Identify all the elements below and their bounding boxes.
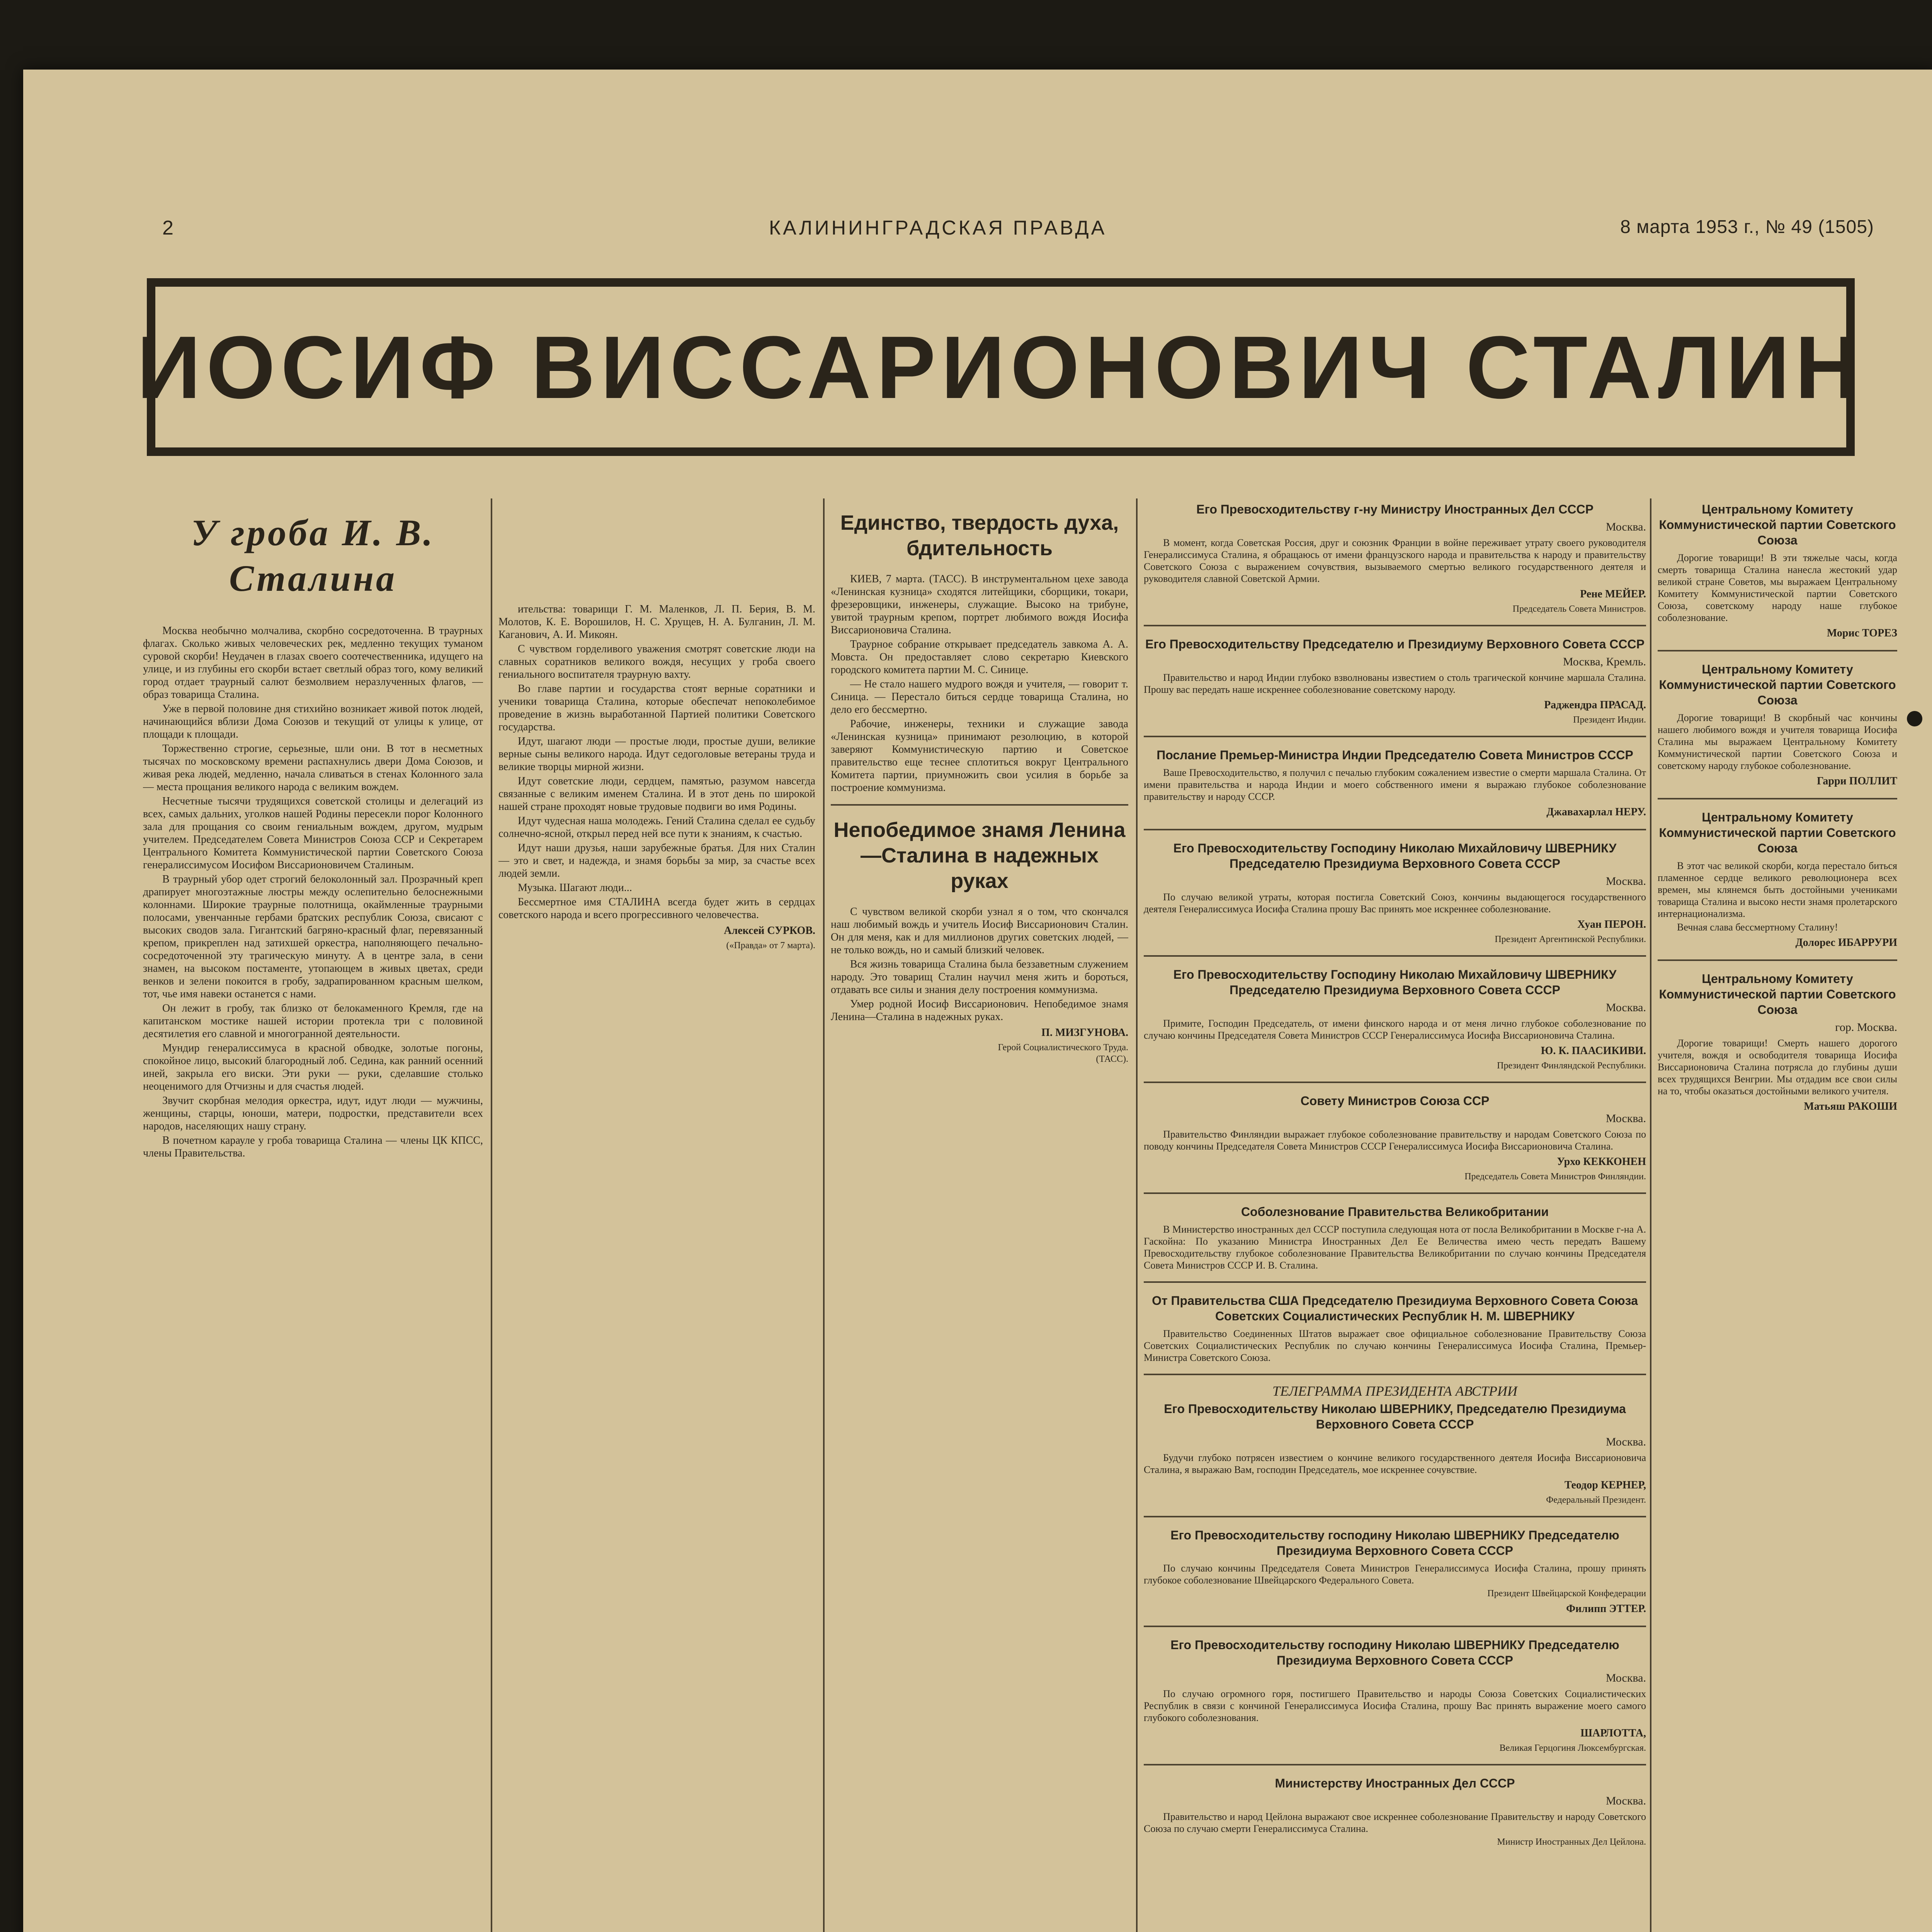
signature: Рене МЕЙЕР. <box>1580 588 1646 600</box>
telegram-heading: Центральному Комитету Коммунистической партии Советского Союза <box>1659 972 1896 1017</box>
telegram <box>1144 747 1646 819</box>
telegram-heading: Центральному Комитету Коммунистической партии Советского Союза <box>1659 502 1896 547</box>
article-paragraph: Рабочие, инженеры, техники и служащие завода «Ленинская кузница» принимают резолюцию, в которой заверяют Коммунистическую партию и Советское правительство еще теснее сплотиться вокруг Центрального Комитета партии, приумножить свои усилия в борьбе за построение коммунизма. <box>831 718 1128 794</box>
signature: Гарри ПОЛЛИТ <box>1817 775 1897 787</box>
article-paragraph: Несчетные тысячи трудящихся советской столицы и делегаций из всех, самых дальних, уголков нашей Родины пересекли порог Колонного зала для прощания со своим гениальным вождем, другом, мудрым учителем. Председателем Совета Министров Союза ССР и Секретарем Центрального Комитета Коммунистической партии Советского Союза генералиссимусом Иосифом Виссарионовичем Сталиным. <box>143 795 483 871</box>
telegram-text: Вечная слава бессмертному Сталину! <box>1677 922 1838 933</box>
article-paragraph: Умер родной Иосиф Виссарионович. Непобедимое знамя Ленина—Сталина в надежных руках. <box>831 998 1128 1023</box>
telegram-text: Правительство и народ Цейлона выражают свое искреннее соболезнование Правительству и народу Советского Союза по случаю смерти Генералиссимуса Сталина. <box>1144 1811 1646 1834</box>
section-divider <box>1658 650 1897 651</box>
article-paragraph: Идут советские люди, сердцем, памятью, разумом навсегда связанные с великим именем Сталина. И в этот день по широкой нашей стране проходят новые трудовые подвиги во имя Родины. <box>498 775 815 813</box>
article-title-coffin: У гроба И. В. Сталина <box>191 512 435 599</box>
article-paragraph: В почетном карауле у гроба товарища Сталина — члены ЦК КПСС, члены Правительства. <box>143 1134 483 1159</box>
telegram-place: Москва. <box>1605 1672 1646 1684</box>
section-divider <box>1144 1626 1646 1627</box>
article-paragraph: Он лежит в гробу, так близко от белокаменного Кремля, где на капитанском мостике нашей истории протекла три с половиной десятилетия его славной и многогранной деятельности. <box>143 1002 483 1040</box>
telegram <box>1144 1385 1646 1506</box>
telegram-place: Москва, Кремль. <box>1563 655 1646 668</box>
telegram-heading: ТЕЛЕГРАММА ПРЕЗИДЕНТА АВСТРИИ <box>1272 1383 1517 1399</box>
telegram-place: Москва. <box>1605 875 1646 888</box>
signature: Алексей СУРКОВ. <box>724 925 815 937</box>
telegram-heading: Его Превосходительству Господину Николаю Михайловичу ШВЕРНИКУ Председателю Президиума Верховного Совета СССР <box>1173 841 1617 871</box>
column-2 <box>498 603 815 1932</box>
signature: Морис ТОРЕЗ <box>1827 627 1897 639</box>
article-paragraph: Музыка. Шагают люди... <box>518 882 632 894</box>
article-paragraph: Уже в первой половине дня стихийно возникает живой поток людей, начинающийся вблизи Дома Союзов и текущий от улицы к улице, от площади к площади. <box>143 703 483 740</box>
source-note: (ТАСС). <box>1096 1054 1128 1064</box>
telegram-heading: Послание Премьер-Министра Индии Председателю Совета Министров СССР <box>1156 748 1633 762</box>
article-paragraph: С чувством горделивого уважения смотрят советские люди на славных соратников великого вождя, несущих у гроба своего гениального воспитателя траурную вахту. <box>498 643 815 680</box>
signature: Ю. К. ПААСИКИВИ. <box>1541 1045 1646 1057</box>
signature-role: Председатель Совета Министров Финляндии. <box>1464 1172 1646 1182</box>
section-divider <box>1144 955 1646 957</box>
telegram-text: Примите, Господин Председатель, от имени финского народа и от меня лично глубокое соболезнование по случаю кончины Председателя Совета Министров СССР Генералиссимуса Иосифа Виссарионовича Сталина. <box>1144 1018 1646 1041</box>
article-paragraph: Идут наши друзья, наши зарубежные братья. Для них Сталин — это и свет, и надежда, и знамя борьбы за мир, за счастье всех людей земли. <box>498 842 815 879</box>
column-rule <box>491 498 492 1932</box>
signature-role: Президент Швейцарской Конфедерации <box>1487 1588 1646 1599</box>
column-4-telegrams <box>1144 498 1646 1932</box>
banner-frame <box>137 278 1865 456</box>
issue-date: 8 марта 1953 г., № 49 (1505) <box>1620 217 1874 237</box>
signature-role: Председатель Совета Министров. <box>1512 604 1646 614</box>
telegram-heading: Совету Министров Союза ССР <box>1300 1094 1490 1108</box>
article-paragraph: Идут чудесная наша молодежь. Гений Сталина сделал ее судьбу солнечно-ясной, открыл перед ней все пути к знаниям, к счастью. <box>498 815 815 840</box>
banner-title: ИОСИФ ВИССАРИОНОВИЧ СТАЛИН <box>137 317 1865 417</box>
signature: Филипп ЭТТЕР. <box>1566 1603 1646 1615</box>
article-paragraph: Торжественно строгие, серьезные, шли они. В тот в несметных тысячах по московскому времени распахнулись двери Дома Союзов, и живая река людей, медленно, начала сливаться в стенах Колонного зала — места прощания великого народа с великим вождем. <box>143 743 483 793</box>
section-divider <box>1658 798 1897 799</box>
telegram-heading: Его Превосходительству господину Николаю ШВЕРНИКУ Председателю Президиума Верховного Совета СССР <box>1170 1528 1619 1558</box>
signature: Раджендра ПРАСАД. <box>1544 699 1646 711</box>
binding-hole <box>1907 711 1922 726</box>
telegram <box>1144 1204 1646 1271</box>
signature: Матьяш РАКОШИ <box>1804 1100 1897 1112</box>
telegram <box>1144 967 1646 1071</box>
column-1 <box>143 498 483 1932</box>
telegram-text: Дорогие товарищи! В скорбный час кончины нашего любимого вождя и учителя товарища Иосифа Сталина мы выражаем Центральному Комитету Коммунистической партии Советского Союза и советскому народу глубокое соболезнование. <box>1658 712 1897 771</box>
telegram-text: По случаю кончины Председателя Совета Министров Генералиссимуса Иосифа Сталина, прошу принять глубокое соболезнование Швейцарского Федерального Совета. <box>1144 1563 1646 1586</box>
column-rule <box>823 498 825 1932</box>
telegram <box>1658 810 1897 949</box>
telegram <box>1144 502 1646 615</box>
telegram-place: Москва. <box>1605 1435 1646 1448</box>
telegram-text: По случаю огромного горя, постигшего Правительство и народы Союза Советских Социалистических Республик в связи с кончиной Генералиссимуса Иосифа Сталина, прошу Вас принять выражение моего самого глубокого соболезнования. <box>1144 1688 1646 1723</box>
telegram <box>1658 971 1897 1113</box>
signature: ШАРЛОТТА, <box>1580 1727 1646 1739</box>
telegram-text: Дорогие товарищи! В эти тяжелые часы, когда смерть товарища Сталина нанесла жестокий удар великой стране Советов, мы выражаем Центральному Комитету Коммунистической партии Советского Союза, советскому народу наше глубокое соболезнование. <box>1658 552 1897 623</box>
telegram-heading: От Правительства США Председателю Президиума Верховного Совета Союза Советских Социалистических Республик Н. М. ШВЕРНИКУ <box>1152 1294 1638 1323</box>
telegram <box>1144 1093 1646 1182</box>
telegram-heading: Его Превосходительству г-ну Министру Иностранных Дел СССР <box>1196 502 1594 516</box>
telegram-text: По случаю великой утраты, которая постигла Советский Союз, кончины выдающегося государственного деятеля Генералиссимуса Иосифа Сталина прошу Вас принять мое искреннее соболезнование. <box>1144 891 1646 915</box>
signature-role: Федеральный Президент. <box>1546 1495 1646 1505</box>
article-paragraph: Бессмертное имя СТАЛИНА всегда будет жить в сердцах советского народа и всего прогрессивного человечества. <box>498 896 815 921</box>
signature-role: Президент Финляндской Республики. <box>1497 1061 1646 1071</box>
telegram <box>1144 1293 1646 1364</box>
section-divider <box>1144 1516 1646 1517</box>
section-divider <box>1144 1192 1646 1194</box>
telegram-text: Будучи глубоко потрясен известием о кончине великого государственного деятеля Иосифа Виссарионовича Сталина, я выражаю Вам, господин Председатель, мое искреннее сочувствие. <box>1144 1452 1646 1475</box>
page-number: 2 <box>162 217 176 239</box>
signature: Теодор КЕРНЕР, <box>1564 1479 1646 1491</box>
signature-role: Министр Иностранных Дел Цейлона. <box>1497 1837 1646 1847</box>
telegram-heading: Его Превосходительству Председателю и Президиуму Верховного Совета СССР <box>1145 637 1645 651</box>
telegram-heading: Его Превосходительству господину Николаю ШВЕРНИКУ Председателю Президиума Верховного Совета СССР <box>1170 1638 1619 1667</box>
article-paragraph: С чувством великой скорби узнал я о том, что скончался наш любимый вождь и учитель Иосиф Виссарионович Сталин. Он для меня, как и для миллионов других советских людей, — не только вождь, но и самый близкий человек. <box>831 906 1128 956</box>
article-paragraph: В траурный убор одет строгий белоколонный зал. Прозрачный креп драпирует многоэтажные люстры между ослепительно белоснежными колоннами. Широкие траурные полотнища, окаймленные траурными полосами, увенчанные гербами братских республик Союза, свисают с высоких сводов зала. Гигантский багряно-красный флаг, перевязанный крепом, прикреплен над затихшей оркестра, наполняющего печально-сосредоточенной эту трагическую минуту. А в центре зала, в сени знамен, на высоком постаменте, утопающем в живых цветах, среди венков и зелени покоится в гробу, задрапированном красным шелком, тот, чье имя навеки останется с нами. <box>143 873 483 1000</box>
article-paragraph: ительства: товарищи Г. М. Маленков, Л. П. Берия, В. М. Молотов, К. Е. Ворошилов, Н. С. Хрущев, Н. А. Булганин, Л. М. Каганович, А. И. Микоян. <box>498 603 815 641</box>
section-divider <box>1144 625 1646 626</box>
article-paragraph: Мундир генералиссимуса в красной обводке, золотые погоны, спокойное лицо, высокий благородный лоб. Седина, как ранний осенний иней, закрыла его виски. Эти руки — руки, сделавшие столько неоценимого для Отчизны и для счастья людей. <box>143 1042 483 1092</box>
telegram-text: Правительство Финляндии выражает глубокое соболезнование правительству и народам Советского Союза по поводу кончины Председателя Совета Министров СССР Генералиссимуса Иосифа Виссарионовича Сталина. <box>1144 1129 1646 1152</box>
telegram-heading: Центральному Комитету Коммунистической партии Советского Союза <box>1659 810 1896 855</box>
signature: Урхо КЕККОНЕН <box>1557 1156 1646 1168</box>
source-note: («Правда» от 7 марта). <box>726 940 815 951</box>
telegram <box>1144 840 1646 945</box>
telegram-text: Правительство Соединенных Штатов выражает свое официальное соболезнование Правительству Союза Советских Социалистических Республик по случаю кончины Генералиссимуса Иосифа Сталина, Премьер-Министра Советского Союза. <box>1144 1328 1646 1363</box>
article-title-unity: Единство, твердость духа, бдительность <box>840 511 1119 560</box>
column-3 <box>831 498 1128 1932</box>
newspaper-name: КАЛИНИНГРАДСКАЯ ПРАВДА <box>769 217 1107 239</box>
section-divider <box>1144 1764 1646 1765</box>
telegram-place: Москва. <box>1605 520 1646 533</box>
telegram-text: Дорогие товарищи! Смерть нашего дорогого учителя, вождя и освободителя товарища Иосифа Виссарионовича Сталина потрясла до глубины души всех трудящихся Венгрии. Мы отдадим все свои силы на то, чтобы оказаться достойными великого учителя. <box>1658 1037 1897 1097</box>
telegram-place: Москва. <box>1605 1794 1646 1807</box>
telegram-heading: Его Превосходительству Николаю ШВЕРНИКУ, Председателю Президиума Верховного Совета СССР <box>1164 1402 1626 1431</box>
telegram <box>1658 662 1897 788</box>
article-paragraph: — Не стало нашего мудрого вождя и учителя, — говорит т. Синица. — Перестало биться сердце товарища Сталина, но дело его бессмертно. <box>831 678 1128 716</box>
telegram-text: Правительство и народ Индии глубоко взволнованы известием о столь трагической кончине маршала Сталина. Прошу вас передать наше искреннее соболезнование советскому народу. <box>1144 672 1646 695</box>
column-rule <box>1136 498 1138 1932</box>
article-paragraph: Звучит скорбная мелодия оркестра, идут, идут люди — мужчины, женщины, старцы, юноши, матери, подростки, представители всех народов, населяющих нашу страну. <box>143 1095 483 1132</box>
telegram <box>1144 1776 1646 1848</box>
signature: Хуан ПЕРОН. <box>1577 918 1646 930</box>
article-paragraph: Во главе партии и государства стоят верные соратники и ученики товарища Сталина, которые обеспечат непоколебимое проведение в жизнь выработанной Партией политики Советского государства. <box>498 683 815 733</box>
running-header <box>162 216 1874 247</box>
telegram <box>1144 636 1646 726</box>
article-paragraph: КИЕВ, 7 марта. (ТАСС). В инструментальном цехе завода «Ленинская кузница» сходятся литейщики, сборщики, токари, фрезеровщики, инженеры, служащие. Высоко на трибуне, увитой траурным крепом, портрет любимого вождя Иосифа Виссарионовича Сталина. <box>831 573 1128 636</box>
signature-role: Герой Социалистического Труда. <box>998 1043 1128 1053</box>
article-paragraph: Траурное собрание открывает председатель завкома А. А. Мовста. Он предоставляет слово секретарю Киевского городского комитета партии М. С. Синице. <box>831 638 1128 676</box>
signature-role: Президент Аргентинской Республики. <box>1495 934 1646 944</box>
signature: Долорес ИБАРРУРИ <box>1795 937 1897 949</box>
signature: Джавахарлал НЕРУ. <box>1546 806 1646 818</box>
telegram-heading: Соболезнование Правительства Великобритании <box>1241 1205 1549 1219</box>
telegram-place: Москва. <box>1605 1112 1646 1125</box>
article-title-banner: Непобедимое знамя Ленина—Сталина в надежных руках <box>833 818 1126 893</box>
signature-role: Великая Герцогиня Люксембургская. <box>1499 1743 1646 1753</box>
section-divider <box>831 804 1128 806</box>
section-divider <box>1144 1281 1646 1283</box>
telegram <box>1144 1527 1646 1616</box>
telegram <box>1144 1637 1646 1754</box>
telegram-text: Ваше Превосходительство, я получил с печалью глубоким сожалением известие о смерти маршала Сталина. От имени правительства и народа Индии и моего собственного имени я выражаю глубокое соболезнование правительству и народу СССР. <box>1144 767 1646 802</box>
article-paragraph: Вся жизнь товарища Сталина была беззаветным служением народу. Это товарищ Сталин научил меня жить и бороться, отдавать все силы и знания делу построения коммунизма. <box>831 958 1128 996</box>
section-divider <box>1144 1082 1646 1083</box>
article-paragraph: Москва необычно молчалива, скорбно сосредоточенна. В траурных флагах. Сколько живых человеческих рек, медленно текущих туманом суровой скорби! Неудачен в глазах своего соотечественника, идущего на улице, и из глубины его скорби встает светлый образ того, кому великий город отдает траурный салют безмолвием неразлученных флагов, — образ товарища Сталина. <box>143 625 483 701</box>
signature-role: Президент Индии. <box>1573 715 1646 725</box>
telegram-heading: Его Превосходительству Господину Николаю Михайловичу ШВЕРНИКУ Председателю Президиума Верховного Совета СССР <box>1173 968 1617 997</box>
column-rule <box>1650 498 1651 1932</box>
section-divider <box>1144 736 1646 737</box>
article-paragraph: Идут, шагают люди — простые люди, простые души, великие верные сыны великого народа. Идут седоголовые ветераны труда и великие творцы мирной жизни. <box>498 735 815 773</box>
telegram-place: Москва. <box>1605 1001 1646 1014</box>
telegram-heading: Министерству Иностранных Дел СССР <box>1275 1776 1515 1790</box>
section-divider <box>1144 829 1646 830</box>
telegram-text: В Министерство иностранных дел СССР поступила следующая нота от посла Великобритании в Москве г-на А. Гаскойна: По указанию Министра Иностранных Дел Ее Величества имею честь передать Вашему Превосходительству глубокое соболезнование Правительства Великобритании по случаю кончины Председателя Совета Министров СССР И. В. Сталина. <box>1144 1224 1646 1271</box>
signature: П. МИЗГУНОВА. <box>1041 1027 1128 1039</box>
telegram <box>1658 502 1897 640</box>
newspaper-page <box>23 70 1932 1932</box>
column-5 <box>1658 498 1897 1932</box>
telegram-text: В момент, когда Советская Россия, друг и союзник Франции в войне переживает утрату своего руководителя Генералиссимуса Сталина, я обращаюсь от имени французского народа и правительства к народу и правительству Советского Союза с выражением сочувствия, вызываемого смертью великого государственного деятеля и руководителя славной Советской Армии. <box>1144 537 1646 584</box>
telegram-text: В этот час великой скорби, когда перестало биться пламенное сердце великого революционера всех времен, мы клянемся быть достойными учениками товарища Сталина и высоко нести знамя пролетарского интернационализма. <box>1658 860 1897 919</box>
section-divider <box>1658 959 1897 961</box>
telegram-place: гор. Москва. <box>1835 1021 1897 1034</box>
telegram-heading: Центральному Комитету Коммунистической партии Советского Союза <box>1659 662 1896 707</box>
section-divider <box>1144 1374 1646 1375</box>
